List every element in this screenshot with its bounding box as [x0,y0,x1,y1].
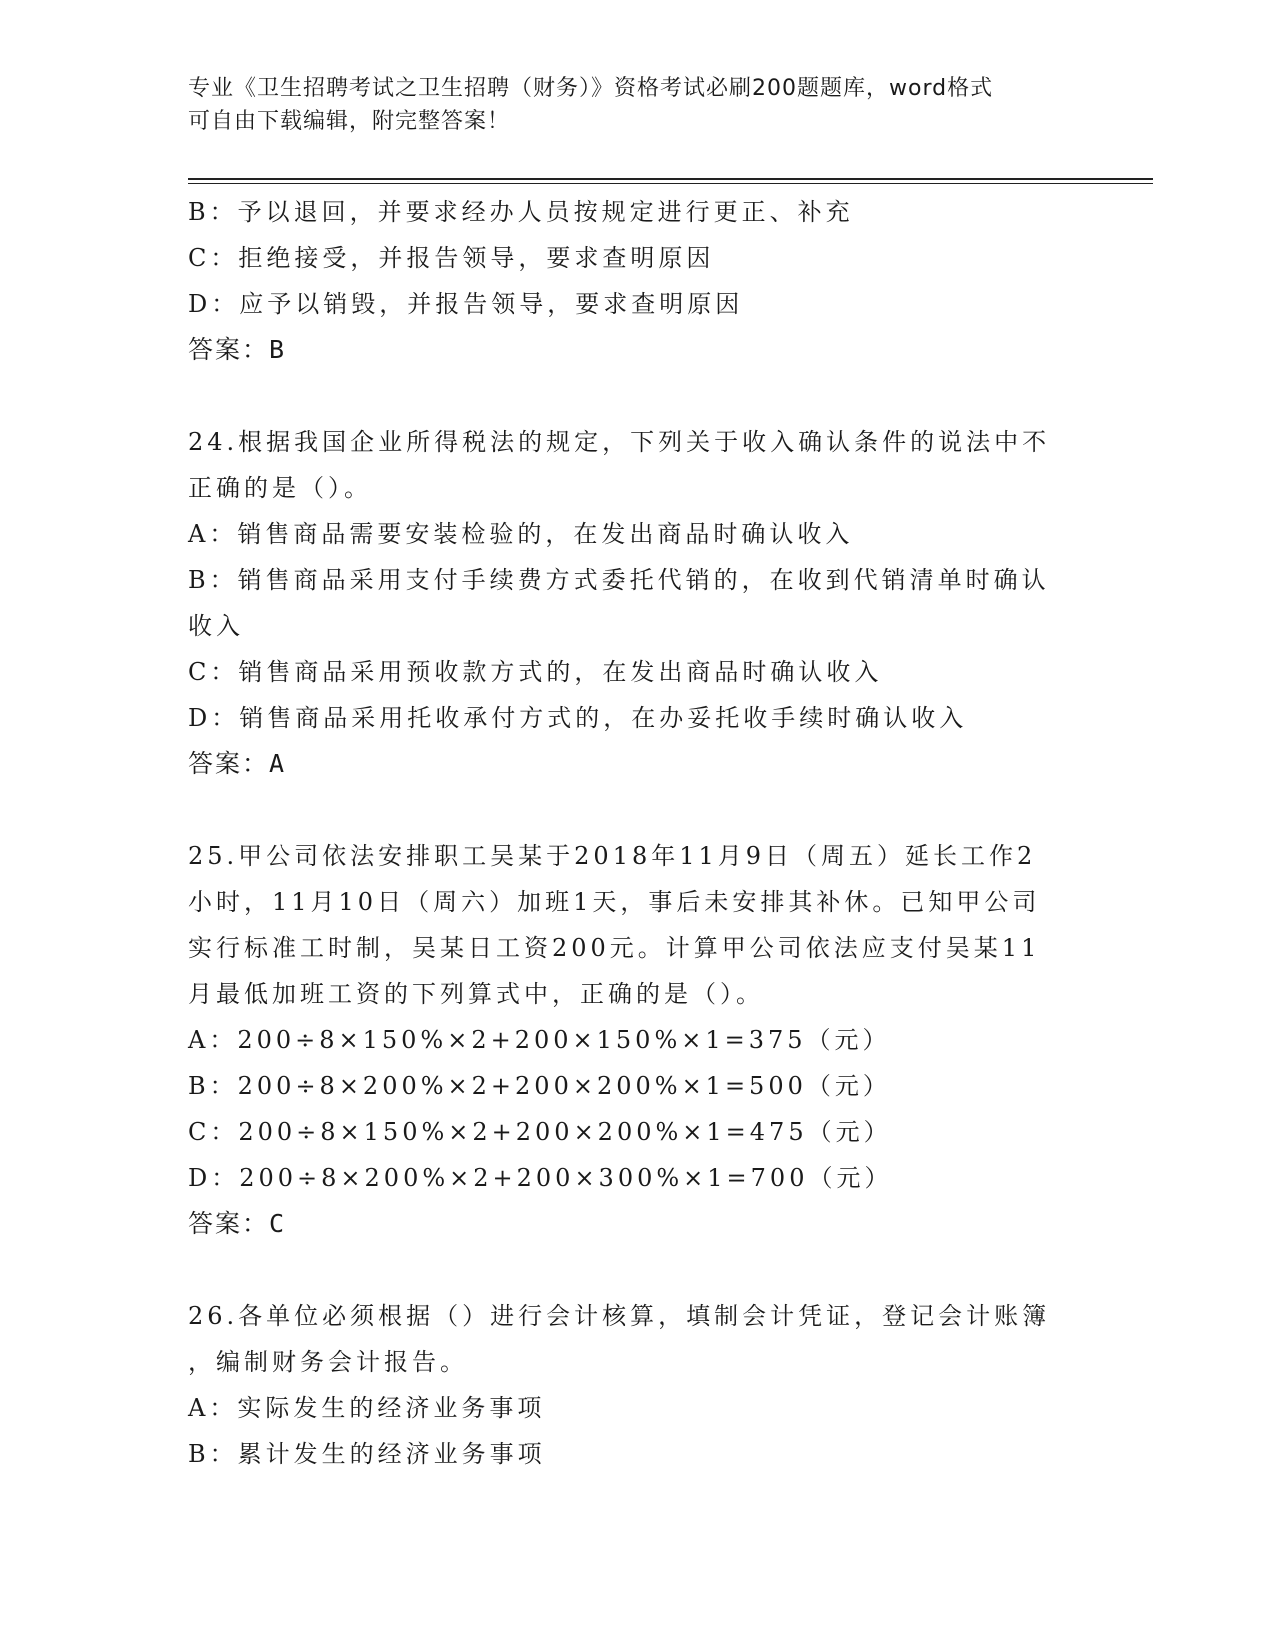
answer-value: B [269,335,287,364]
option-a: A：200÷8×150%×2+200×150%×1=375（元） [188,1026,891,1054]
question-stem-cont: 实行标准工时制，吴某日工资200元。计算甲公司依法应支付吴某11 [188,934,1041,962]
option-c: C：200÷8×150%×2+200×200%×1=475（元） [188,1118,892,1146]
question-stem-cont: ，编制财务会计报告。 [188,1348,468,1376]
question-stem-cont: 正确的是（）。 [188,474,372,502]
option-b: B：予以退回，并要求经办人员按规定进行更正、补充 [188,198,854,226]
option-d: D：销售商品采用托收承付方式的，在办妥托收手续时确认收入 [188,704,968,732]
document-header [188,72,1088,138]
answer-label: 答案： [188,1209,270,1238]
option-b-cont: 收入 [188,612,244,640]
header-rule-thick [188,178,1153,180]
answer-value: C [269,1209,287,1238]
answer-line [188,1201,1068,1247]
option-a: A：实际发生的经济业务事项 [188,1394,546,1422]
question-24 [188,419,1068,787]
question-23 [188,189,1068,373]
question-25 [188,833,1068,1247]
answer-label: 答案： [188,335,270,364]
answer-label: 答案： [188,749,270,778]
answer-line [188,741,1068,787]
answer-line [188,327,1068,373]
option-b: B：累计发生的经济业务事项 [188,1440,546,1468]
answer-value: A [269,749,287,778]
option-a: A：销售商品需要安装检验的，在发出商品时确认收入 [188,520,854,548]
question-content [188,189,1068,1477]
question-stem-cont: 月最低加班工资的下列算式中，正确的是（）。 [188,980,764,1008]
question-stem: 26.各单位必须根据（）进行会计核算，填制会计凭证，登记会计账簿 [188,1302,1051,1330]
option-b: B：销售商品采用支付手续费方式委托代销的，在收到代销清单时确认 [188,566,1050,594]
header-title-line2: 可自由下载编辑，附完整答案！ [188,109,511,134]
option-d: D：200÷8×200%×2+200×300%×1=700（元） [188,1164,893,1192]
option-c: C：销售商品采用预收款方式的，在发出商品时确认收入 [188,658,883,686]
question-stem-cont: 小时，11月10日（周六）加班1天，事后未安排其补休。已知甲公司 [188,888,1041,916]
question-26 [188,1293,1068,1477]
header-title-line1: 专业《卫生招聘考试之卫生招聘（财务）》资格考试必刷200题题库，word格式 [188,76,994,101]
option-c: C：拒绝接受，并报告领导，要求查明原因 [188,244,715,272]
header-rule-thin [188,183,1153,184]
option-b: B：200÷8×200%×2+200×200%×1=500（元） [188,1072,891,1100]
option-d: D：应予以销毁，并报告领导，要求查明原因 [188,290,744,318]
question-stem: 25.甲公司依法安排职工吴某于2018年11月9日（周五）延长工作2 [188,842,1037,870]
question-stem: 24.根据我国企业所得税法的规定，下列关于收入确认条件的说法中不 [188,428,1051,456]
